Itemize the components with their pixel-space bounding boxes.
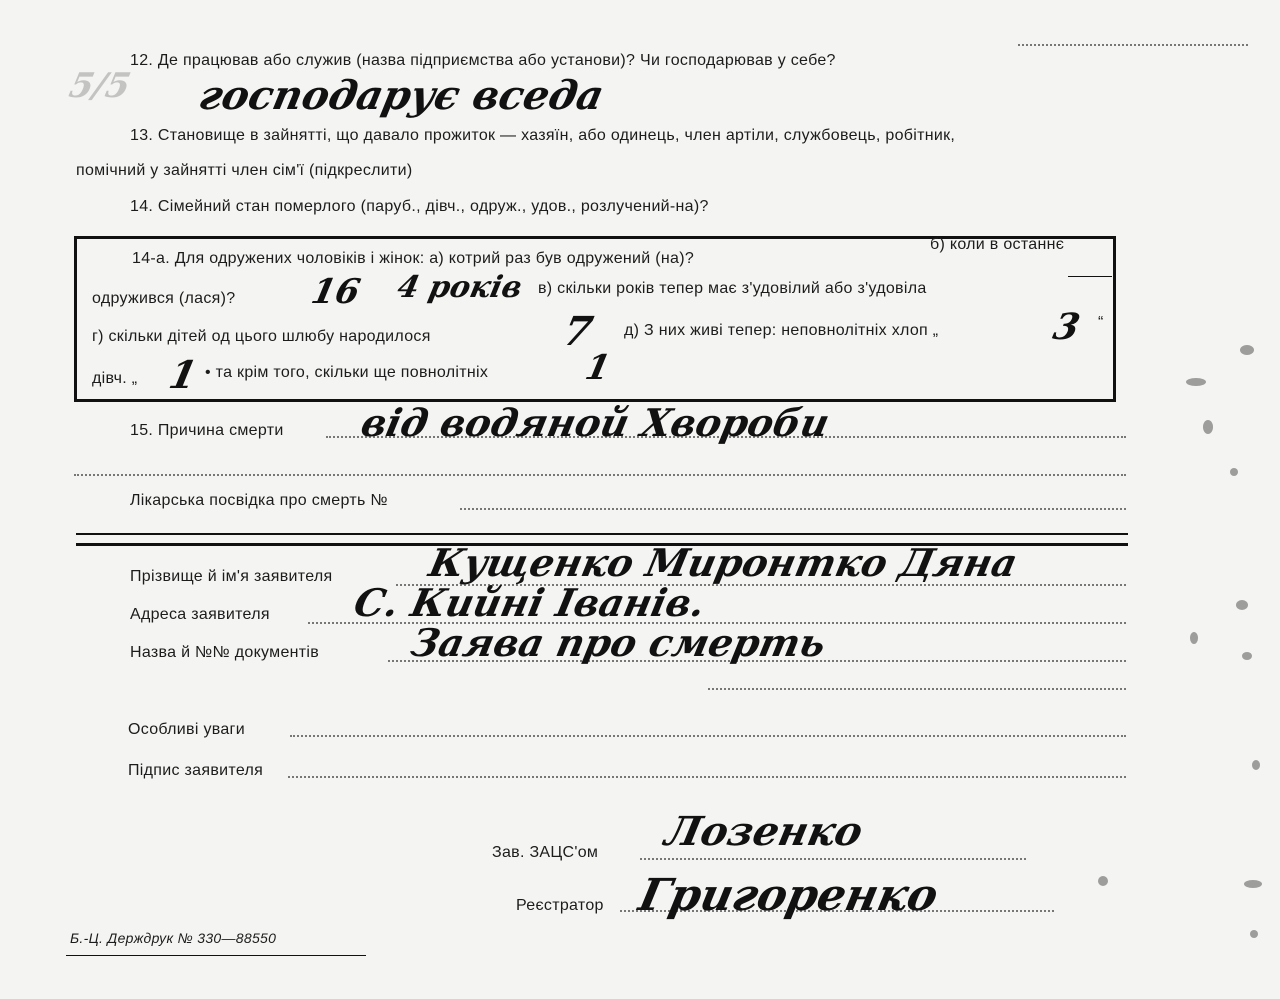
q14a-answer-boys: 3 — [1049, 306, 1084, 348]
q15-label: 15. Причина смерти — [130, 422, 284, 439]
q12-line-tail — [1018, 44, 1248, 46]
registry-head-signature: Лозенко — [661, 808, 867, 855]
medical-certificate-label: Лікарська посвідка про смерть № — [130, 492, 388, 509]
q14a-line2-a: одружився (лася)? — [92, 290, 236, 307]
q13-line1: 13. Становище в зайнятті, що давало прожиток — хазяїн, або одинець, член артіли, службовець, робітник, — [130, 127, 956, 144]
q14a-blank-line — [1068, 276, 1112, 277]
q14a-answer-years: 4 років — [394, 270, 526, 305]
q14a-line1-a: 14-а. Для одружених чоловіків і жінок: а) котрий раз був одружений (на)? — [132, 250, 695, 267]
registry-head-label: Зав. ЗАЦС'ом — [492, 844, 599, 861]
q14a-line4-a: дівч. „ — [92, 370, 138, 387]
q12-answer: господарує вседа — [195, 72, 609, 119]
section-divider-top — [76, 533, 1128, 535]
medical-certificate-line — [460, 508, 1126, 510]
q15-extra-line — [74, 474, 1126, 476]
q14a-line1-b: б) коли в останнє — [930, 236, 1065, 253]
margin-scrawl: 5/5 — [65, 66, 134, 106]
applicant-name-answer: Кущенко Миронтко Дяна — [425, 540, 1022, 585]
registrar-label: Реєстратор — [516, 897, 604, 914]
documents-extra-line — [708, 688, 1126, 690]
printer-mark: Б.-Ц. Держдрук № 330—88550 — [70, 930, 277, 946]
printer-mark-underline — [66, 955, 366, 956]
q12-label: 12. Де працював або служив (назва підприємства або установи)? Чи господарював у себе? — [130, 52, 836, 69]
q14a-answer-adults: 1 — [581, 348, 614, 388]
q13-line2: помічний у зайнятті член сім'ї (підкреслити) — [76, 162, 413, 179]
applicant-signature-line — [288, 776, 1126, 778]
notes-line — [290, 735, 1126, 737]
q14a-line2-b: в) скільки років тепер має з'удовілий або з'удовіла — [538, 280, 927, 297]
q14a-line3-close: “ — [1098, 314, 1104, 331]
q14a-answer-when: 16 — [307, 272, 364, 312]
registrar-signature: Григоренко — [634, 870, 943, 921]
q14a-answer-children: 7 — [559, 308, 597, 355]
q14a-answer-girls: 1 — [165, 352, 202, 397]
applicant-address-label: Адреса заявителя — [130, 606, 270, 623]
q14-label: 14. Сімейний стан померлого (паруб., дівч., одруж., удов., розлучений-на)? — [130, 198, 709, 215]
applicant-address-answer: С. Кийні Іванів. — [350, 580, 710, 625]
documents-answer: Заява про смерть — [407, 620, 830, 665]
notes-label: Особливі уваги — [128, 721, 245, 738]
q15-answer: від водяной Хвороби — [357, 400, 834, 445]
q14a-line4-b: • та крім того, скільки ще повнолітніх — [205, 364, 489, 381]
registry-head-line — [640, 858, 1026, 860]
q14a-line3-a: г) скільки дітей од цього шлюбу народилося — [92, 328, 431, 345]
q14a-line3-b: д) З них живі тепер: неповнолітніх хлоп „ — [624, 322, 939, 339]
documents-label: Назва й №№ документів — [130, 644, 320, 661]
applicant-name-label: Прізвище й ім'я заявителя — [130, 568, 333, 585]
applicant-signature-label: Підпис заявителя — [128, 762, 264, 779]
